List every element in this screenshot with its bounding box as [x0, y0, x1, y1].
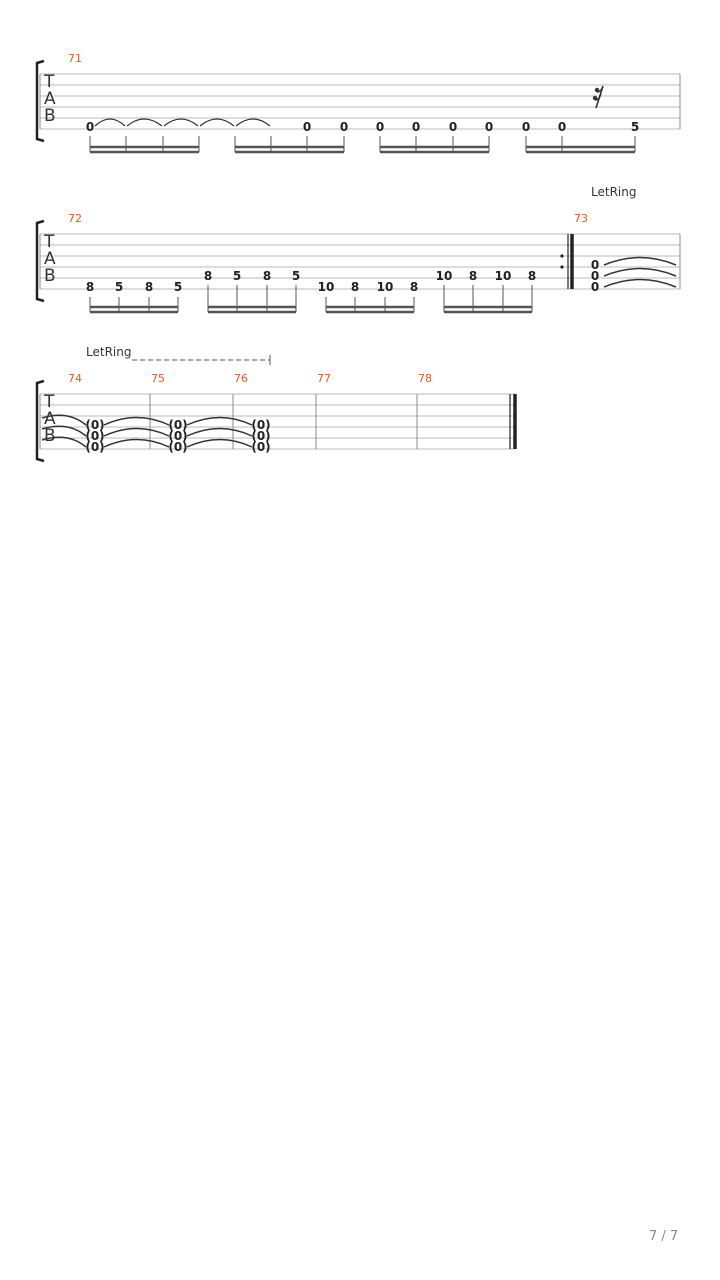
fret-number: 0 [411, 120, 421, 134]
page-number: 7 / 7 [649, 1229, 679, 1244]
tab-clef-a: A [44, 409, 56, 429]
slurs [95, 119, 270, 126]
fret-number: 8 [409, 280, 419, 294]
measure-number: 78 [418, 372, 432, 385]
tab-clef-a: A [44, 249, 56, 269]
fret-number: 8 [527, 269, 537, 283]
fret-number: 0 [448, 120, 458, 134]
measure-number: 73 [574, 212, 588, 225]
tie-arcs [42, 415, 252, 447]
fret-number: 8 [468, 269, 478, 283]
fret-number: 0 [590, 280, 600, 294]
let-ring-label: LetRing [86, 345, 132, 359]
fret-number: 0 [521, 120, 531, 134]
let-ring-label: LetRing [591, 185, 637, 199]
fret-number: 0 [302, 120, 312, 134]
system-1 [37, 52, 680, 152]
fret-number: 10 [317, 280, 335, 294]
fret-number: 10 [435, 269, 453, 283]
fret-number: 5 [232, 269, 242, 283]
measure-number: 71 [68, 52, 82, 65]
tab-clef-b: B [44, 106, 56, 126]
tied-fret-number: (0) [85, 418, 105, 432]
system-3 [37, 345, 515, 461]
tied-fret-number: (0) [85, 440, 105, 454]
fret-number: 0 [484, 120, 494, 134]
fret-number: 0 [590, 269, 600, 283]
tab-clef-t: T [44, 72, 55, 92]
fret-number: 5 [114, 280, 124, 294]
tab-clef-b: B [44, 426, 56, 446]
staff-lines [40, 234, 680, 289]
tie-arcs [604, 258, 676, 288]
fret-number: 0 [339, 120, 349, 134]
measure-number: 76 [234, 372, 248, 385]
final-barline [510, 394, 515, 449]
tab-clef-b: B [44, 266, 56, 286]
fret-number: 5 [173, 280, 183, 294]
fret-number: 10 [376, 280, 394, 294]
fret-number: 10 [494, 269, 512, 283]
fret-number: 8 [350, 280, 360, 294]
measure-number: 72 [68, 212, 82, 225]
fret-number: 8 [85, 280, 95, 294]
fret-number: 0 [85, 120, 95, 134]
measure-number: 75 [151, 372, 165, 385]
measure-number: 74 [68, 372, 82, 385]
fret-number: 8 [262, 269, 272, 283]
tied-fret-number: (0) [251, 418, 271, 432]
tab-clef-t: T [44, 392, 55, 412]
let-ring-extent-line [132, 355, 270, 365]
repeat-end-barline [560, 234, 572, 289]
fret-number: 8 [144, 280, 154, 294]
sixteenth-rest-icon [593, 86, 603, 108]
tied-fret-number: (0) [251, 440, 271, 454]
fret-number: 0 [590, 258, 600, 272]
stems-and-beams [90, 136, 635, 152]
tied-fret-number: (0) [251, 429, 271, 443]
fret-number: 0 [557, 120, 567, 134]
tab-clef-t: T [44, 232, 55, 252]
tied-fret-number: (0) [168, 418, 188, 432]
fret-number: 5 [291, 269, 301, 283]
tab-clef-a: A [44, 89, 56, 109]
tied-fret-number: (0) [168, 429, 188, 443]
fret-number: 8 [203, 269, 213, 283]
measure-number: 77 [317, 372, 331, 385]
system-2 [37, 185, 680, 312]
fret-number: 0 [375, 120, 385, 134]
fret-number: 5 [630, 120, 640, 134]
tied-fret-number: (0) [85, 429, 105, 443]
tied-fret-number: (0) [168, 440, 188, 454]
